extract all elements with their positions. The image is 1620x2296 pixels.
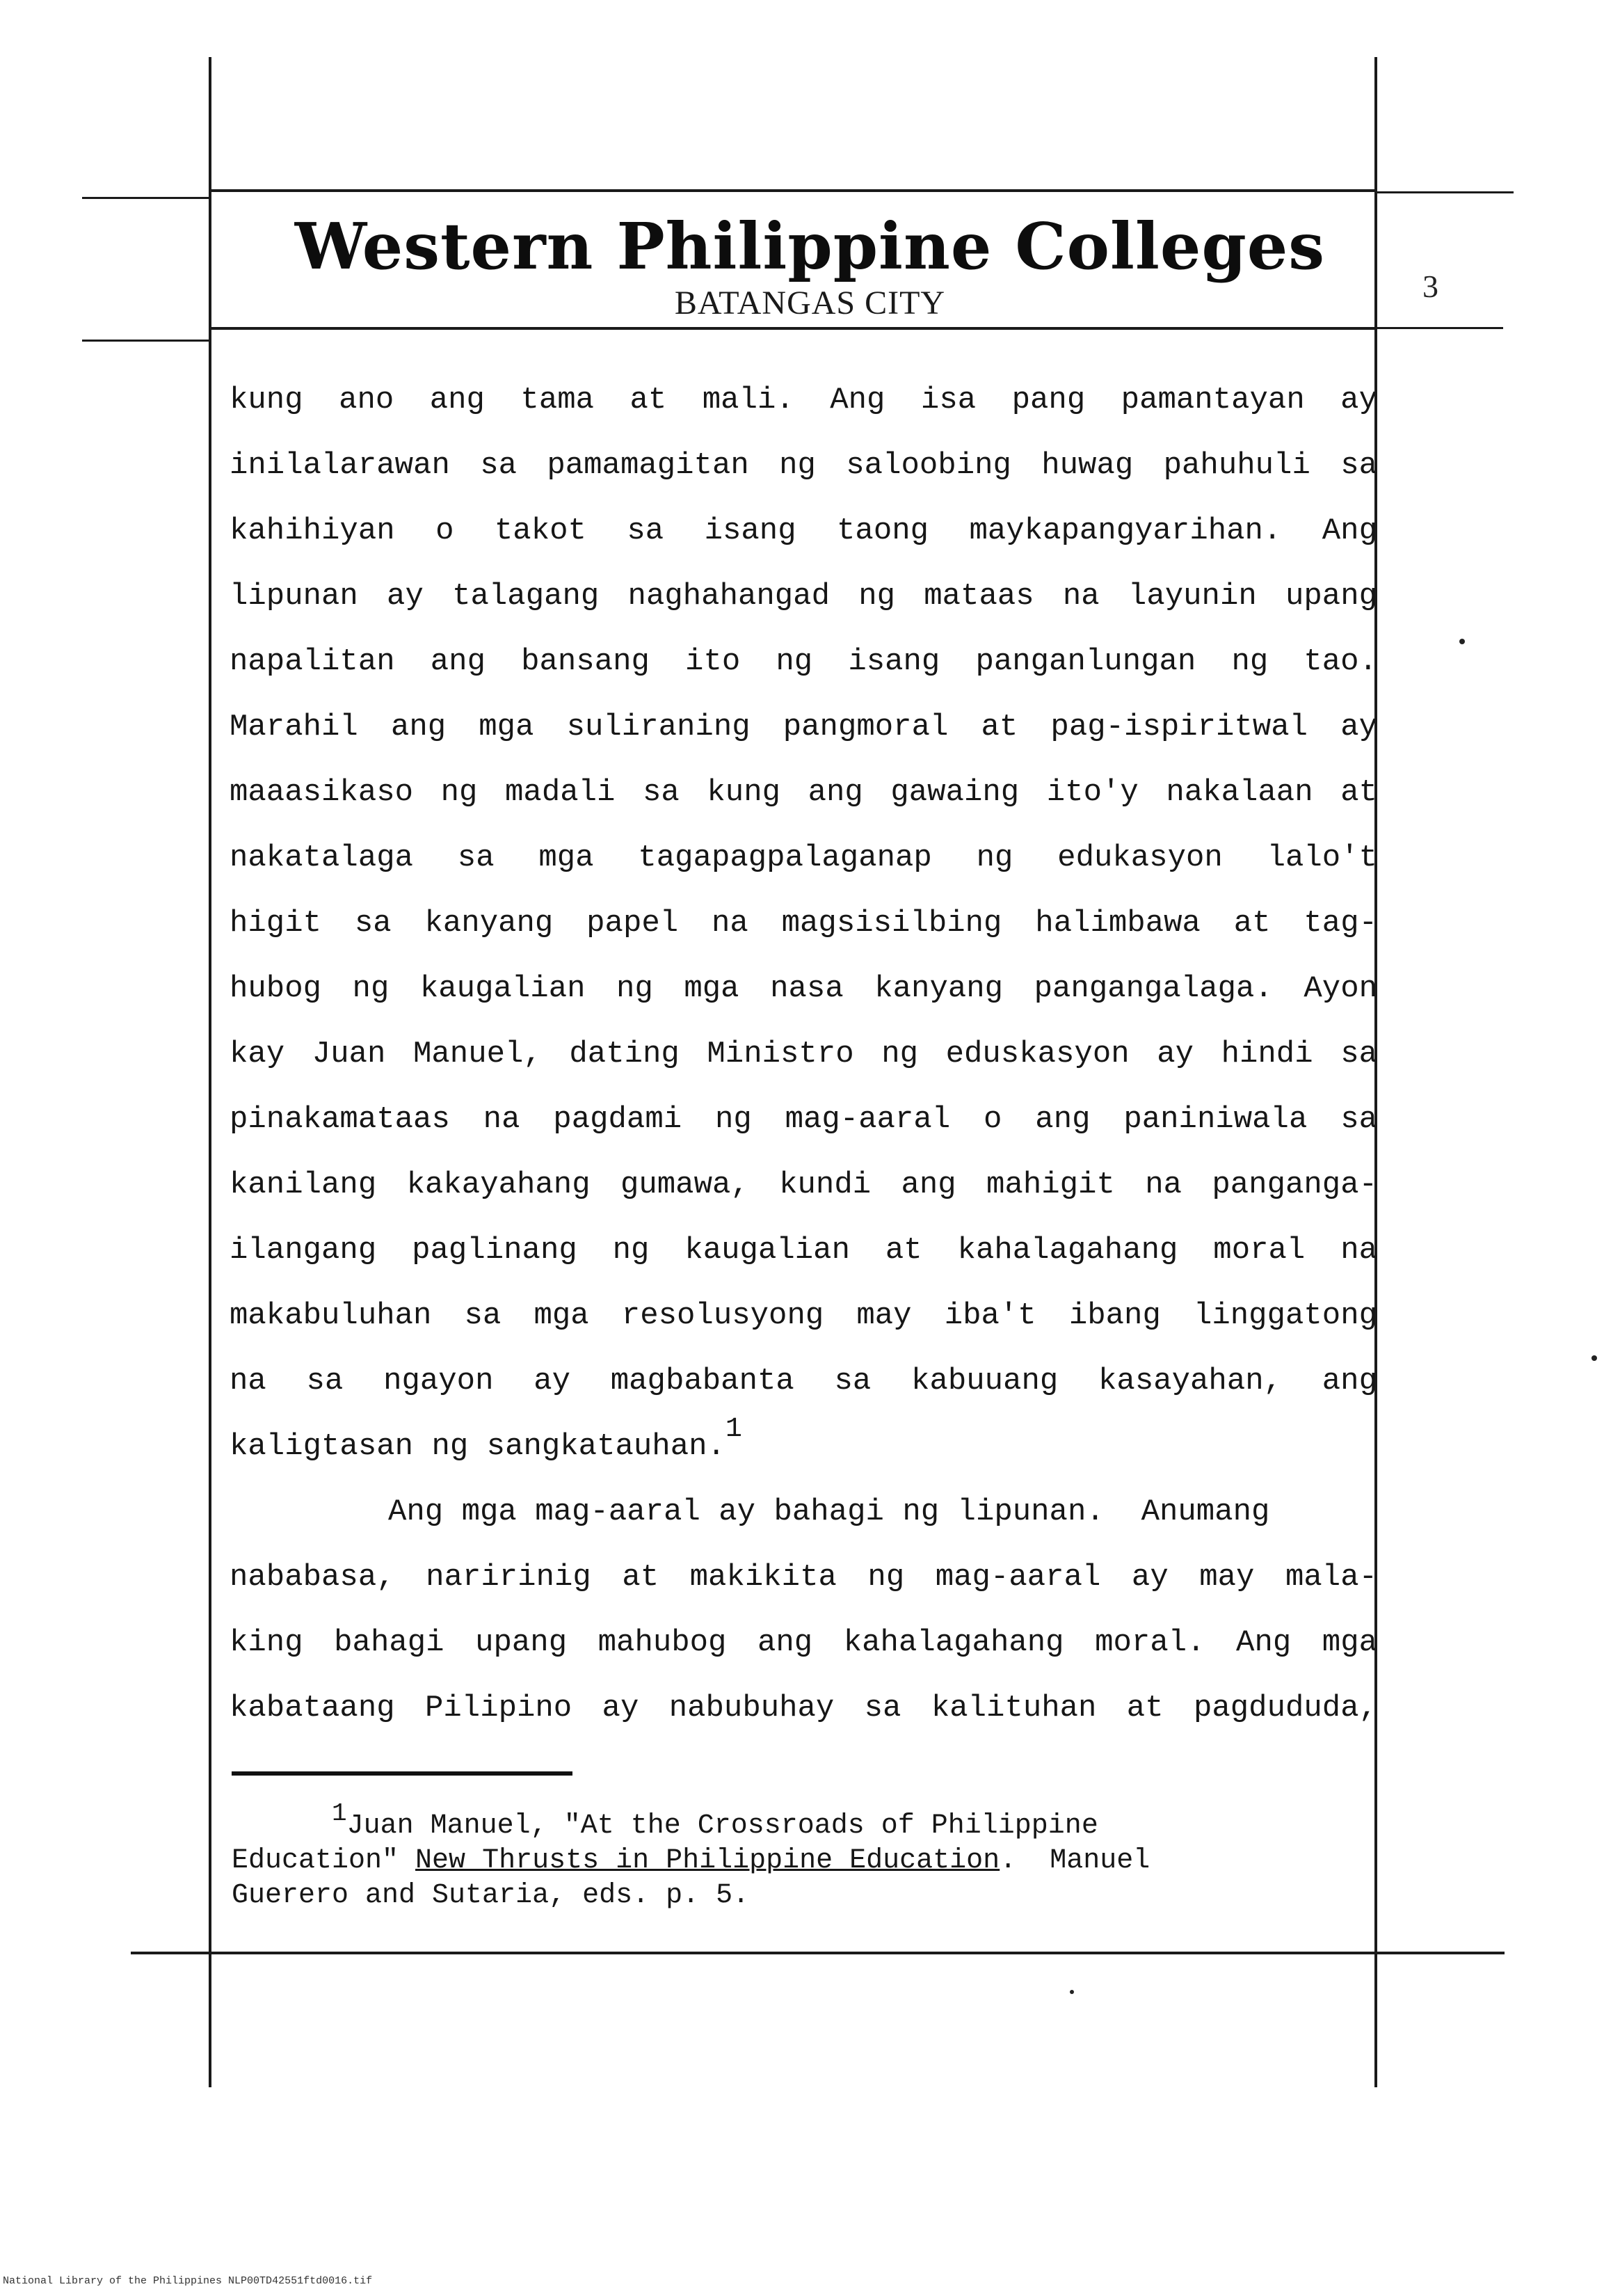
text-line: kabataang Pilipino ay nabubuhay sa kalituhan at pagdududa, (230, 1691, 1377, 1725)
text-line: makabuluhan sa mga resolusyong may iba't ibang linggatong (230, 1298, 1377, 1333)
text-line-content: kaligtasan ng sangkatauhan. (230, 1429, 725, 1464)
footer-rule (131, 1952, 1505, 1954)
text-line: napalitan ang bansang ito ng isang panganlungan ng tao. (230, 644, 1377, 679)
text-line: hubog ng kaugalian ng mga nasa kanyang pangangalaga. Ayon (230, 971, 1377, 1006)
footnote (232, 1799, 1345, 1913)
scan-speck (1459, 639, 1465, 644)
footnote-line (232, 1799, 1345, 1844)
library-credit: National Library of the Philippines NLP00TD42551ftd0016.tif (3, 2275, 373, 2287)
paragraph-start-line: Ang mga mag-aaral ay bahagi ng lipunan. Anumang (388, 1494, 1270, 1529)
footnote-text: . Manuel (1000, 1845, 1150, 1876)
footnote-line: Guerero and Sutaria, eds. p. 5. (232, 1880, 750, 1911)
text-line: king bahagi upang mahubog ang kahalagahang moral. Ang mga (230, 1625, 1377, 1660)
text-line: kanilang kakayahang gumawa, kundi ang mahigit na panganga- (230, 1167, 1377, 1202)
footnote-separator (232, 1771, 572, 1776)
left-margin-line (209, 57, 211, 2087)
header-top-rule (209, 189, 1374, 192)
page-number: 3 (1422, 269, 1438, 304)
footnote-line (232, 1844, 1345, 1879)
text-line: inilalarawan sa pamamagitan ng saloobing huwag pahuhuli sa (230, 448, 1377, 483)
text-line: pinakamataas na pagdami ng mag-aaral o ang paniniwala sa (230, 1102, 1377, 1137)
college-city: BATANGAS CITY (674, 285, 946, 321)
left-top-stub (82, 197, 209, 199)
right-top-stub (1374, 191, 1514, 193)
college-name: Western Philippine Colleges (294, 209, 1326, 284)
footnote-reference: 1 (725, 1414, 742, 1445)
footnote-text: Juan Manuel, "At the Crossroads of Philippine (346, 1810, 1098, 1842)
text-line: lipunan ay talagang naghahangad ng mataas na layunin upang (230, 579, 1377, 614)
left-bottom-stub (82, 340, 209, 342)
text-line: nakatalaga sa mga tagapagpalaganap ng edukasyon lalo't (230, 840, 1377, 875)
text-line: Marahil ang mga suliraning pangmoral at pag-ispiritwal ay (230, 710, 1377, 744)
body-text (230, 367, 1377, 1741)
text-line: maaasikaso ng madali sa kung ang gawaing ito'y nakalaan at (230, 775, 1377, 810)
text-line: kay Juan Manuel, dating Ministro ng eduskasyon ay hindi sa (230, 1037, 1377, 1071)
footnote-marker: 1 (332, 1799, 347, 1828)
text-line: kung ano ang tama at mali. Ang isa pang pamantayan ay (230, 383, 1377, 417)
scan-speck (1070, 1990, 1074, 1994)
text-line: kahihiyan o takot sa isang taong maykapangyarihan. Ang (230, 513, 1377, 548)
text-line: ilangang paglinang ng kaugalian at kahalagahang moral na (230, 1233, 1377, 1268)
text-line: higit sa kanyang papel na magsisilbing halimbawa at tag- (230, 906, 1377, 941)
text-line: na sa ngayon ay magbabanta sa kabuuang kasayahan, ang (230, 1364, 1377, 1398)
cited-book-title: New Thrusts in Philippine Education (415, 1845, 1000, 1876)
text-line (230, 1414, 1377, 1479)
text-line: nababasa, naririnig at makikita ng mag-aaral ay may mala- (230, 1560, 1377, 1595)
right-bottom-stub (1374, 327, 1503, 329)
scan-speck (1591, 1355, 1597, 1361)
header-bottom-rule (209, 327, 1374, 330)
footnote-text: Education" (232, 1845, 416, 1876)
